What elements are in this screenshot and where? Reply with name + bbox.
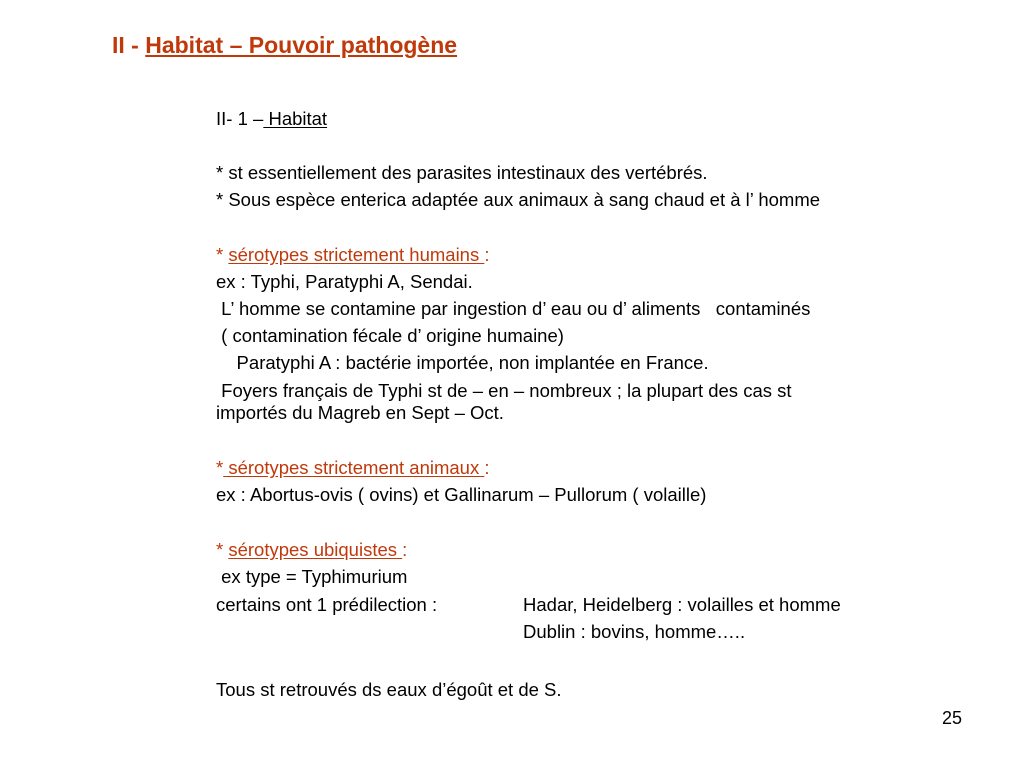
page-number: 25: [941, 708, 962, 728]
title-prefix: II -: [112, 32, 146, 58]
humains-heading: [216, 244, 490, 266]
humains-line-2: ( contamination fécale d’ origine humaine): [216, 325, 564, 346]
animaux-star: *: [216, 457, 224, 478]
humains-label: sérotypes strictement humains: [228, 244, 485, 265]
humains-line-4a: Foyers français de Typhi st de – en – nombreux ; la plupart des cas st: [216, 380, 792, 401]
intro-line-2: * Sous espèce enterica adaptée aux animaux à sang chaud et à l’ homme: [216, 189, 821, 210]
title-underlined: Habitat – Pouvoir pathogène: [145, 32, 458, 58]
predilection-item-2: Dublin : bovins, homme…..: [523, 621, 746, 642]
predilection-label: certains ont 1 prédilection :: [216, 594, 438, 615]
humains-line-4b: importés du Magreb en Sept – Oct.: [216, 402, 504, 423]
humains-examples: ex : Typhi, Paratyphi A, Sendai.: [216, 271, 473, 292]
ubiquistes-heading: [216, 539, 407, 561]
ubiquistes-colon: :: [402, 539, 408, 560]
humains-star: *: [216, 244, 229, 265]
animaux-examples: ex : Abortus-ovis ( ovins) et Gallinarum – Pullorum ( volaille): [216, 484, 707, 505]
subheading-prefix: II- 1 –: [216, 108, 264, 129]
humains-colon: :: [484, 244, 490, 265]
conclusion-line: Tous st retrouvés ds eaux d’égoût et de S.: [216, 679, 562, 700]
animaux-label: sérotypes strictement animaux: [223, 457, 485, 478]
animaux-heading: [216, 457, 490, 479]
intro-line-1: * st essentiellement des parasites intestinaux des vertébrés.: [216, 162, 708, 183]
humains-line-3: Paratyphi A : bactérie importée, non implantée en France.: [216, 352, 709, 373]
ubiquistes-star: *: [216, 539, 229, 560]
humains-line-1: L’ homme se contamine par ingestion d’ eau ou d’ aliments contaminés: [216, 298, 811, 319]
predilection-item-1: Hadar, Heidelberg : volailles et homme: [523, 594, 841, 615]
subheading-underlined: Habitat: [263, 108, 328, 129]
ubiquistes-example: ex type = Typhimurium: [216, 566, 408, 587]
animaux-colon: :: [484, 457, 490, 478]
slide-title: [112, 32, 457, 59]
ubiquistes-label: sérotypes ubiquistes: [228, 539, 403, 560]
subheading-habitat: [216, 108, 327, 130]
